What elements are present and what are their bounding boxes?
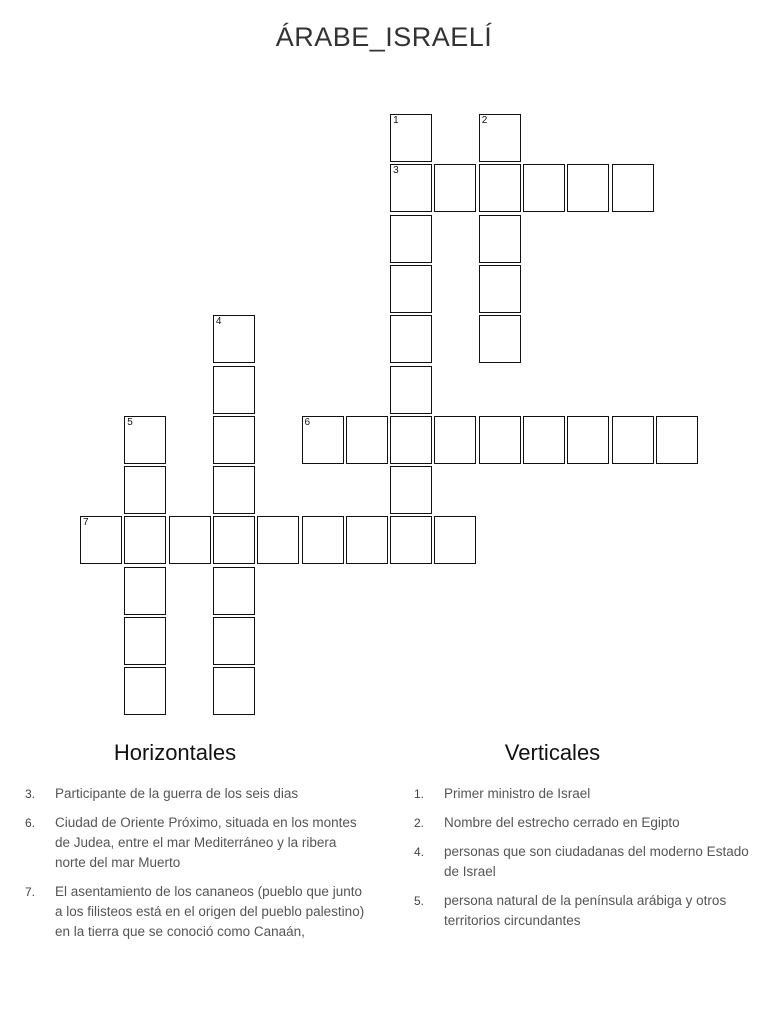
crossword-cell[interactable] bbox=[434, 416, 476, 464]
crossword-cell[interactable] bbox=[124, 667, 166, 715]
vertical-heading: Verticales bbox=[504, 740, 601, 765]
crossword-cell[interactable] bbox=[213, 366, 255, 414]
clue-text: persona natural de la península arábiga y otros territorios circundantes bbox=[444, 893, 727, 928]
crossword-cell[interactable] bbox=[390, 114, 432, 162]
crossword-cell[interactable] bbox=[124, 466, 166, 514]
clue-horizontal-6 bbox=[25, 813, 370, 873]
horizontal-heading: Horizontales bbox=[113, 740, 237, 765]
crossword-cell[interactable] bbox=[479, 164, 521, 212]
cell-number: 1 bbox=[393, 115, 399, 126]
clue-text: Ciudad de Oriente Próximo, situada en los montes de Judea, entre el mar Mediterráneo y la ribera norte del mar Muerto bbox=[55, 815, 357, 870]
clue-vertical-4 bbox=[414, 842, 759, 882]
crossword-cell[interactable] bbox=[612, 164, 654, 212]
clue-text: Participante de la guerra de los seis dias bbox=[55, 786, 299, 801]
crossword-cell[interactable] bbox=[656, 416, 698, 464]
crossword-cell[interactable] bbox=[434, 516, 476, 564]
clue-vertical-2 bbox=[414, 813, 759, 833]
crossword-cell[interactable] bbox=[390, 215, 432, 263]
crossword-cell[interactable] bbox=[612, 416, 654, 464]
clue-horizontal-3 bbox=[25, 784, 370, 804]
horizontal-clue-list bbox=[25, 784, 370, 951]
clue-number: 2. bbox=[414, 816, 425, 830]
crossword-cell[interactable] bbox=[169, 516, 211, 564]
clue-number: 1. bbox=[414, 787, 425, 801]
crossword-cell[interactable] bbox=[390, 416, 432, 464]
crossword-cell[interactable] bbox=[434, 164, 476, 212]
crossword-cell[interactable] bbox=[124, 516, 166, 564]
crossword-cell[interactable] bbox=[390, 466, 432, 514]
crossword-cell[interactable] bbox=[213, 567, 255, 615]
clue-text: Nombre del estrecho cerrado en Egipto bbox=[444, 815, 680, 830]
crossword-cell[interactable] bbox=[213, 667, 255, 715]
crossword-cell[interactable] bbox=[213, 315, 255, 363]
crossword-cell[interactable] bbox=[479, 215, 521, 263]
clue-vertical-1 bbox=[414, 784, 759, 804]
page-title: ÁRABE_ISRAELÍ bbox=[275, 22, 493, 52]
clue-number: 6. bbox=[25, 816, 36, 830]
clue-number: 3. bbox=[25, 787, 36, 801]
crossword-cell[interactable] bbox=[390, 265, 432, 313]
crossword-cell[interactable] bbox=[124, 567, 166, 615]
crossword-cell[interactable] bbox=[390, 164, 432, 212]
cell-number: 6 bbox=[304, 416, 311, 428]
clue-vertical-5 bbox=[414, 891, 759, 931]
crossword-cell[interactable] bbox=[213, 516, 255, 564]
crossword-cell[interactable] bbox=[567, 164, 609, 212]
cell-number: 7 bbox=[83, 517, 89, 529]
clue-number: 4. bbox=[414, 845, 425, 859]
crossword-cell[interactable] bbox=[80, 516, 122, 564]
cell-number: 4 bbox=[215, 316, 222, 328]
crossword-cell[interactable] bbox=[302, 516, 344, 564]
cell-number: 5 bbox=[127, 416, 133, 428]
crossword-cell[interactable] bbox=[124, 617, 166, 665]
crossword-cell[interactable] bbox=[346, 516, 388, 564]
cell-number: 2 bbox=[481, 115, 488, 126]
clue-text: personas que son ciudadanas del moderno Estado de Israel bbox=[444, 844, 749, 879]
crossword-cell[interactable] bbox=[479, 114, 521, 162]
crossword-cell[interactable] bbox=[213, 617, 255, 665]
clue-text: El asentamiento de los cananeos (pueblo que junto a los filisteos está en el origen del pueblo palestino) en la tierra que se conoció como Canaán, bbox=[55, 884, 365, 939]
crossword-cell[interactable] bbox=[479, 416, 521, 464]
crossword-cell[interactable] bbox=[479, 315, 521, 363]
crossword-cell[interactable] bbox=[567, 416, 609, 464]
clue-horizontal-7 bbox=[25, 882, 370, 942]
crossword-cell[interactable] bbox=[523, 164, 565, 212]
crossword-cell[interactable] bbox=[523, 416, 565, 464]
cell-number: 3 bbox=[393, 165, 399, 177]
clue-number: 7. bbox=[25, 885, 36, 899]
clue-number: 5. bbox=[414, 894, 425, 908]
crossword-cell[interactable] bbox=[302, 416, 344, 464]
crossword-cell[interactable] bbox=[479, 265, 521, 313]
crossword-cell[interactable] bbox=[124, 416, 166, 464]
crossword-cell[interactable] bbox=[257, 516, 299, 564]
vertical-clue-list bbox=[414, 784, 759, 940]
clue-text: Primer ministro de Israel bbox=[444, 786, 591, 801]
crossword-cell[interactable] bbox=[346, 416, 388, 464]
crossword-cell[interactable] bbox=[213, 466, 255, 514]
crossword-cell[interactable] bbox=[390, 315, 432, 363]
crossword-cell[interactable] bbox=[213, 416, 255, 464]
crossword-cell[interactable] bbox=[390, 366, 432, 414]
crossword-cell[interactable] bbox=[390, 516, 432, 564]
